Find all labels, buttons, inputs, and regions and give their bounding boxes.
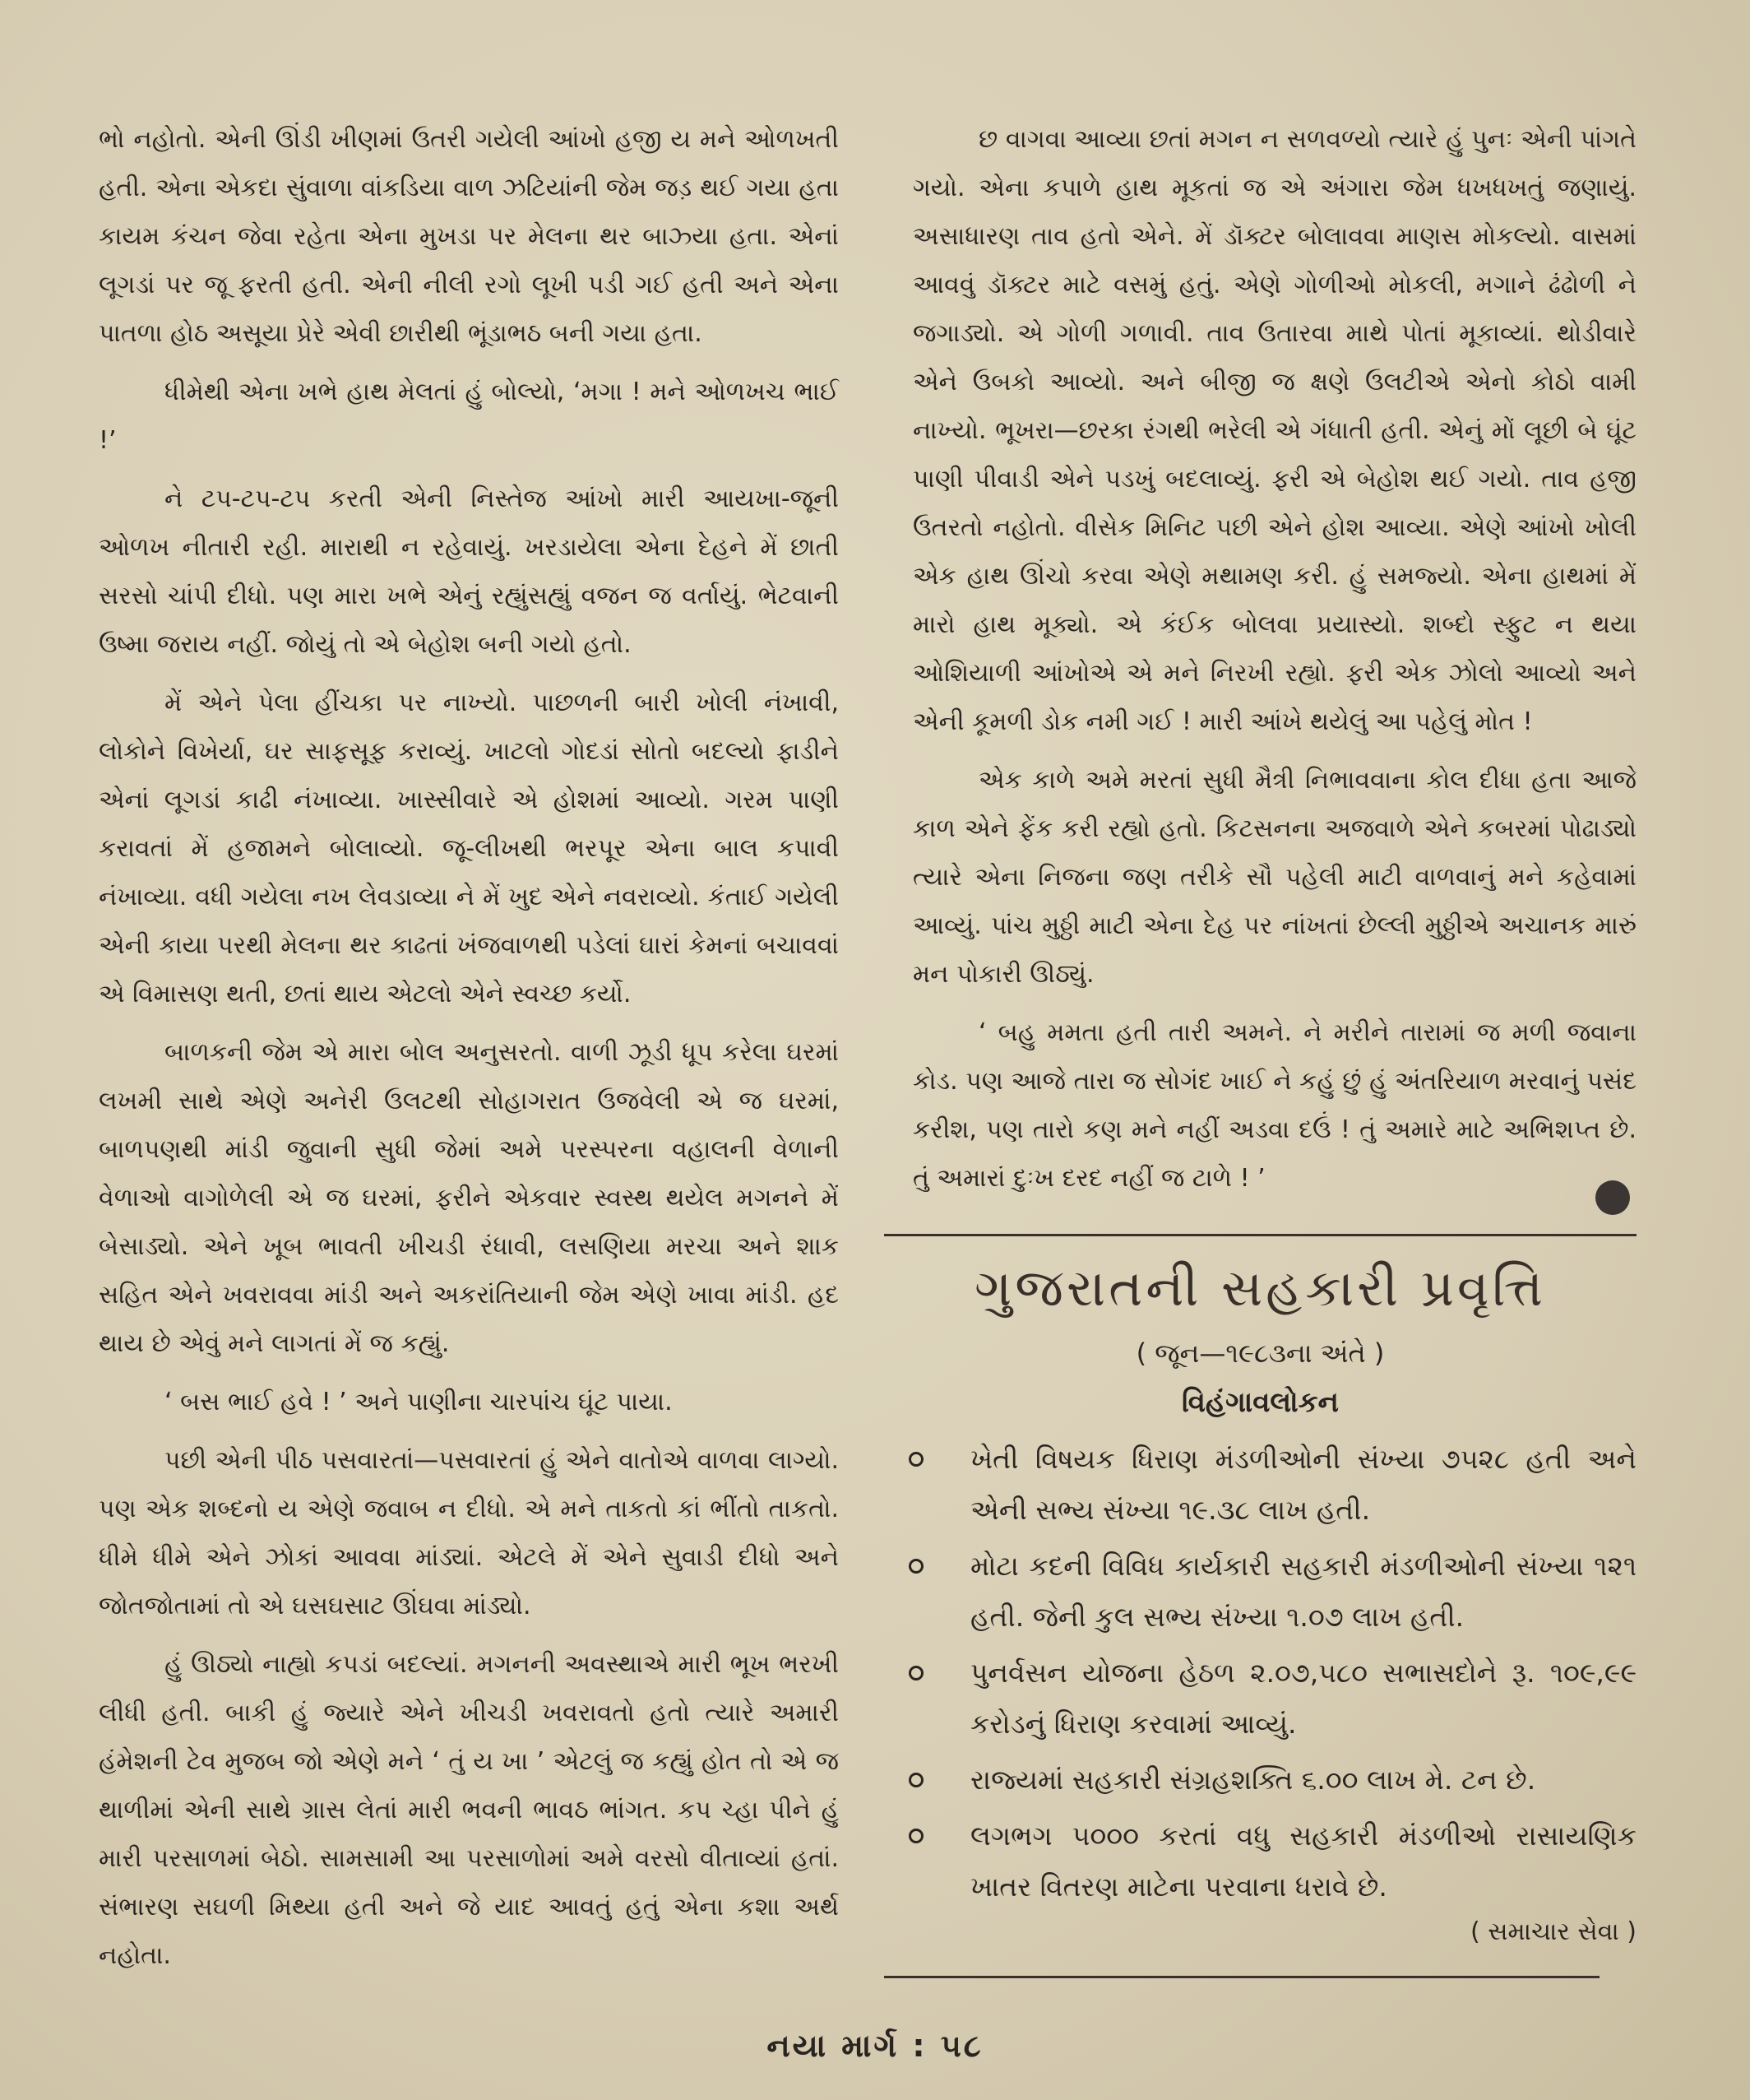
paragraph: ધીમેથી એના ખભે હાથ મેલતાં હું બોલ્યો, ‘મગા ! મને ઓળખચ ભાઈ !’ (99, 378, 839, 455)
box-top-rule (884, 1234, 1637, 1236)
punch-hole (1595, 1180, 1630, 1215)
fact-text: મોટા કદની વિવિધ કાર્યકારી સહકારી મંડળીઓની સંખ્યા ૧૨૧ હતી. જેની કુલ સભ્ય સંખ્યા ૧.૦૭ લાખ હતી. (970, 1550, 1637, 1633)
bullet-circle-icon (909, 1666, 924, 1680)
paragraph: મેં એને પેલા હીંચકા પર નાખ્યો. પાછળની બારી ખોલી નંખાવી, લોકોને વિખેર્યા, ઘર સાફસૂફ કરાવ્યું. ખાટલો ગોદડાં સોતો બદલ્યો ફાડીને એનાં લૂગડાં કાઢી નંખાવ્યા. ખાસ્સીવારે એ હોશમાં આવ્યો. ગરમ પાણી કરાવતાં મેં હજામને બોલાવ્યો. જૂ-લીખથી ભરપૂર એના બાલ કપાવી નંખાવ્યા. વધી ગયેલા નખ લેવડાવ્યા ને મેં ખુદ એને નવરાવ્યો. કંતાઈ ગયેલી એની કાયા પરથી મેલના થર કાઢતાં ખંજવાળથી પડેલાં ઘારાં કેમનાં બચાવવાં એ વિમાસણ થતી, છતાં થાય એટલો એને સ્વચ્છ કર્યો. (99, 688, 839, 1008)
paragraph: પછી એની પીઠ પસવારતાં—પસવારતાં હું એને વાતોએ વાળવા લાગ્યો. પણ એક શબ્દનો ય એણે જવાબ ન દીધો. એ મને તાકતો કાં ભીંતો તાકતો. ધીમે ધીમે એને ઝોકાં આવવા માંડ્યાં. એટલે મેં એને સુવાડી દીધો અને જોતજોતામાં તો એ ઘસઘસાટ ઊંઘવા માંડ્યો. (99, 1446, 839, 1620)
fact-text: રાજ્યમાં સહકારી સંગ્રહશક્તિ ૬.૦૦ લાખ મે. ટન છે. (970, 1764, 1536, 1796)
fact-item (884, 1810, 1637, 1912)
fact-text: લગભગ ૫૦૦૦ કરતાં વધુ સહકારી મંડળીઓ રાસાયણિક ખાતર વિતરણ માટેના પરવાના ધરાવે છે. (970, 1820, 1637, 1903)
fact-item (884, 1755, 1637, 1806)
paragraph: ને ટપ-ટપ-ટપ કરતી એની નિસ્તેજ આંખો મારી આયખા-જૂની ઓળખ નીતારી રહી. મારાથી ન રહેવાયું. ખરડાયેલા એના દેહને મેં છાતી સરસો ચાંપી દીધો. પણ મારા ખભે એનું રહ્યુંસહ્યું વજન જ વર્તાયું. ભેટવાની ઉષ્મા જરાય નહીં. જોયું તો એ બેહોશ બની ગયો હતો. (99, 484, 839, 659)
fact-item (884, 1541, 1637, 1643)
paragraph: હું ઊઠ્યો નાહ્યો કપડાં બદલ્યાં. મગનની અવસ્થાએ મારી ભૂખ ભરખી લીધી હતી. બાકી હું જ્યારે એને ખીચડી ખવરાવતો હતો ત્યારે અમારી હંમેશની ટેવ મુજબ જો એણે મને ‘ તું ય ખા ’ એટલું જ કહ્યું હોત તો એ જ થાળીમાં એની સાથે ગ્રાસ લેતાં મારી ભવની ભાવઠ ભાંગત. કપ ચ્હા પીને હું મારી પરસાળમાં બેઠો. સામસામી આ પરસાળોમાં અમે વરસો વીતાવ્યાં હતાં. સંભારણ સઘળી મિથ્યા હતી અને જે યાદ આવતું હતું એના કશા અર્થ નહોતા. (99, 1650, 839, 1970)
bullet-circle-icon (909, 1452, 924, 1467)
paragraph: છ વાગવા આવ્યા છતાં મગન ન સળવળ્યો ત્યારે હું પુનઃ એની પાંગતે ગયો. એના કપાળે હાથ મૂકતાં જ એ અંગારા જેમ ધખધખતું જણાયું. અસાધારણ તાવ હતો એને. મેં ડૉક્ટર બોલાવવા માણસ મોકલ્યો. વાસમાં આવવું ડૉક્ટર માટે વસમું હતું. એણે ગોળીઓ મોકલી, મગાને ઢંઢોળી ને જગાડ્યો. એ ગોળી ગળાવી. તાવ ઉતારવા માથે પોતાં મૂકાવ્યાં. થોડીવારે એને ઉબકો આવ્યો. અને બીજી જ ક્ષણે ઉલટીએ એનો કોઠો વામી નાખ્યો. ભૂખરા—છરકા રંગથી ભરેલી એ ગંધાતી હતી. એનું મોં લૂછી બે ઘૂંટ પાણી પીવાડી એને પડખું બદલાવ્યું. ફરી એ બેહોશ થઈ ગયો. તાવ હજી ઉતરતો નહોતો. વીસેક મિનિટ પછી એને હોશ આવ્યા. એણે આંખો ખોલી એક હાથ ઊંચો કરવા એણે મથામણ કરી. હું સમજ્યો. એના હાથમાં મેં મારો હાથ મૂક્યો. એ કંઈક બોલવા પ્રયાસ્યો. શબ્દો સ્ફુટ ન થયા ઓશિયાળી આંખોએ એ મને નિરખી રહ્યો. ફરી એક ઝોલો આવ્યો અને એની કૂમળી ડોક નમી ગઈ ! મારી આંખે થયેલું આ પહેલું મોત ! (913, 125, 1637, 736)
box-heading: વિહંગાવલોકન (1182, 1386, 1339, 1419)
fact-text: પુનર્વસન યોજના હેઠળ ૨.૦૭,૫૮૦ સભાસદોને રૂ. ૧૦૯,૯૯ કરોડનું ધિરાણ કરવામાં આવ્યું. (970, 1657, 1637, 1740)
source-credit: ( સમાચાર સેવા ) (1470, 1917, 1637, 1946)
bullet-circle-icon (909, 1829, 924, 1843)
facts-list (884, 1434, 1637, 1912)
paragraph: ભો નહોતો. એની ઊંડી ખીણમાં ઉતરી ગયેલી આંખો હજી ય મને ઓળખતી હતી. એના એકદા સુંવાળા વાંકડિયા વાળ ઝટિયાંની જેમ જડ઼ થઈ ગયા હતા કાયમ કંચન જેવા રહેતા એના મુખડા પર મેલના થર બાઝ્યા હતા. એનાં લૂગડાં પર જૂ ફરતી હતી. એની નીલી રગો લૂખી પડી ગઈ હતી અને એના પાતળા હોઠ અસૂયા પ્રેરે એવી છારીથી ભૂંડાભઠ બની ગયા હતા. (99, 125, 839, 348)
paragraph: એક કાળે અમે મરતાં સુધી મૈત્રી નિભાવવાના કોલ દીધા હતા આજે કાળ એને ફેંક કરી રહ્યો હતો. કિટસનના અજવાળે એને કબરમાં પોઢાડ્યો ત્યારે એના નિજના જણ તરીકે સૌ પહેલી માટી વાળવાનું મને કહેવામાં આવ્યું. પાંચ મુઠ્ઠી માટી એના દેહ પર નાંખતાં છેલ્લી મુઠ્ઠીએ અચાનક મારું મન પોકારી ઊઠ્યું. (913, 766, 1637, 989)
fact-text: ખેતી વિષયક ધિરાણ મંડળીઓની સંખ્યા ૭૫૨૮ હતી અને એની સભ્ય સંખ્યા ૧૯.૩૮ લાખ હતી. (970, 1443, 1637, 1526)
page-footer: નયા માર્ગ : ૫૮ (766, 2028, 984, 2064)
bullet-circle-icon (909, 1773, 924, 1787)
paragraph: ‘ બહુ મમતા હતી તારી અમને. ને મરીને તારામાં જ મળી જવાના કોડ. પણ આજે તારા જ સોગંદ ખાઈ ને કહું છું હું અંતરિયાળ મરવાનું પસંદ કરીશ, પણ તારો કણ મને નહીં અડવા દઉં ! તું અમારે માટે અભિશપ્ત છે. તું અમારાં દુઃખ દરદ નહીં જ ટાળે ! ’ (913, 1018, 1637, 1193)
fact-item (884, 1434, 1637, 1536)
box-subtitle: ( જૂન—૧૯૮૩ના અંતે ) (1136, 1337, 1385, 1369)
paragraph: બાળકની જેમ એ મારા બોલ અનુસરતો. વાળી ઝૂડી ધૂપ કરેલા ઘરમાં લખમી સાથે એણે અનેરી ઉલટથી સોહાગરાત ઉજવેલી એ જ ઘરમાં, બાળપણથી માંડી જુવાની સુધી જેમાં અમે પરસ્પરના વહાલની વેળાની વેળાઓ વાગોળેલી એ જ ઘરમાં, ફરીને એકવાર સ્વસ્થ થયેલ મગનને મેં બેસાડ્યો. એને ખૂબ ભાવતી ખીચડી રંધાવી, લસણિયા મરચા અને શાક સહિત એને ખવરાવવા માંડી અને અકરાંતિયાની જેમ એણે ખાવા માંડી. હદ થાય છે એવું મને લાગતાં મેં જ કહ્યું. (99, 1038, 839, 1358)
right-column (913, 115, 1637, 1212)
bullet-circle-icon (909, 1559, 924, 1574)
paragraph: ‘ બસ ભાઈ હવે ! ’ અને પાણીના ચારપાંચ ઘૂંટ પાયા. (164, 1388, 673, 1416)
box-title: ગુજરાતની સહકારી પ્રવૃત્તિ (975, 1258, 1546, 1318)
left-column (99, 115, 839, 1990)
box-bottom-rule (884, 1976, 1600, 1978)
cooperative-box (884, 1234, 1637, 1978)
fact-item (884, 1648, 1637, 1750)
